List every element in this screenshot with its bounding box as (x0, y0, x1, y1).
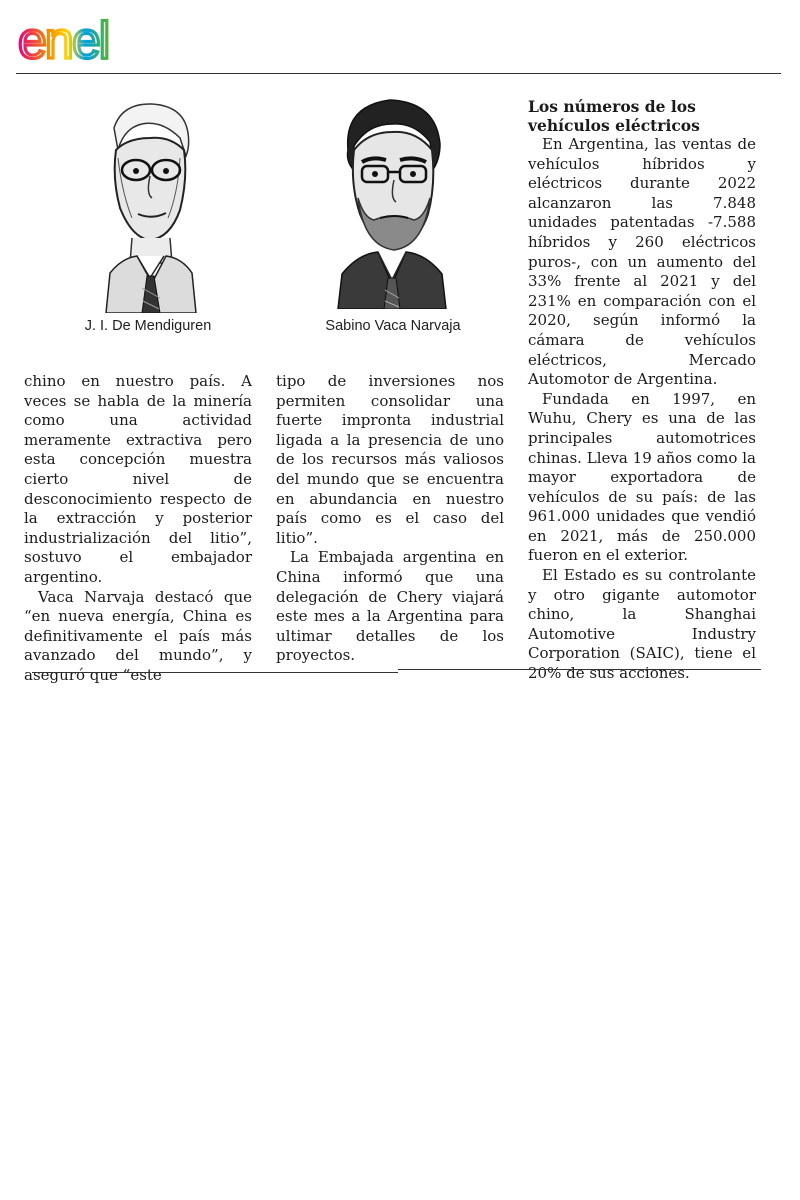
portrait-caption: J. I. De Mendiguren (84, 318, 212, 334)
sidebar-paragraph: En Argentina, las ventas de vehículos híbridos y eléctricos durante 2022 alcanzaron las 7.848 unidades patentadas -7.588 híbridos y 260 eléctricos puros-, con un aumento del 33% frente al 2021 y del 231% en comparación con el 2020, según informó la cámara de vehículos eléctricos, Mercado Automotor de Argentina. (528, 135, 756, 389)
logo-wordmark: enel (18, 14, 109, 68)
article-paragraph: tipo de inversiones nos permiten consolidar una fuerte impronta industrial ligada a la presencia de uno de los recursos más valiosos del mundo que se encuentra en abundancia en nuestro país como es el caso del litio”. (276, 372, 504, 547)
header-divider (16, 73, 781, 74)
article-column-1 (24, 372, 252, 686)
article-paragraph: chino en nuestro país. A veces se habla de la minería como una actividad meramente extractiva pero esta concepción muestra cierto nivel de desconocimiento respecto de la extracción y posterior industrialización del litio”, sostuvo el embajador argentino. (24, 372, 252, 586)
sidebar-box (528, 97, 756, 684)
portrait-mendiguren (92, 98, 202, 313)
enel-logo (16, 14, 176, 68)
article-column-2 (276, 372, 504, 666)
sidebar-paragraph: El Estado es su controlante y otro gigante automotor chino, la Shanghai Automotive Industry Corporation (SAIC), tiene el 20% de sus acciones. (528, 566, 756, 683)
footer-divider (398, 669, 761, 670)
sidebar-title: Los números de los vehículos eléctricos (528, 97, 700, 135)
portrait-caption: Sabino Vaca Narvaja (325, 318, 461, 334)
footer-divider (32, 672, 398, 673)
article-paragraph: La Embajada argentina en China informó que una delegación de Chery viajará este mes a la Argentina para ultimar detalles de los proyectos. (276, 548, 504, 665)
article-paragraph: Vaca Narvaja destacó que “en nueva energía, China es definitivamente el país más avanzado del mundo”, y aseguró que “este (24, 587, 252, 684)
portrait-vaca-narvaja (334, 94, 449, 309)
sidebar-paragraph: Fundada en 1997, en Wuhu, Chery es una de las principales automotrices chinas. Lleva 19 años como la mayor exportadora de vehículos de su país: de las 961.000 unidades que vendió en 2021, más de 250.000 fueron en el exterior. (528, 389, 756, 565)
